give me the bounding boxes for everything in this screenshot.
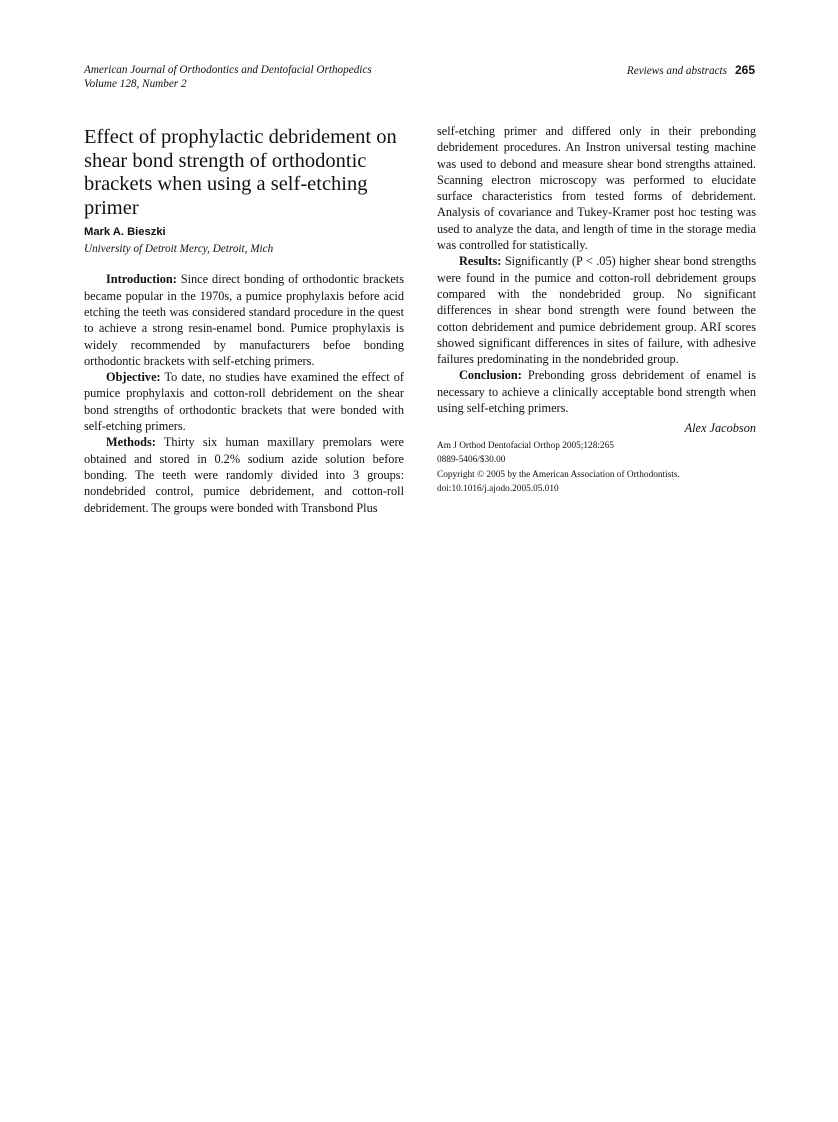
volume-number: Volume 128, Number 2 <box>84 78 187 90</box>
running-header-left <box>84 63 372 91</box>
price-code: 0889-5406/$30.00 <box>437 455 506 466</box>
citation: Am J Orthod Dentofacial Orthop 2005;128:265 <box>437 440 614 451</box>
introduction-paragraph: Introduction: Since direct bonding of orthodontic brackets became popular in the 1970s, a pumice prophylaxis before acid etching the teeth was considered standard procedure in the quest to achieve a strong resin-enamel bond. Pumice prophylaxis is widely recommended by manufacturers befoe bonding orthodontic brackets with self-etching primers. <box>84 272 404 368</box>
affiliation: University of Detroit Mercy, Detroit, Mich <box>84 243 274 256</box>
running-header-right <box>627 63 755 78</box>
methods-continued: self-etching primer and differed only in their prebonding debridement procedures. An Instron universal testing machine was used to debond and measure shear bond strengths attained. Scanning electron microscopy was performed to elucidate surface characteristics from tested forms of debridement. Analysis of covariance and Tukey-Kramer post hoc testing was used to analyze the data, and length of time in the storage media was controlled for statistically. <box>437 124 756 253</box>
abstract-left <box>84 271 404 515</box>
page-number: 265 <box>734 63 755 77</box>
left-column <box>84 126 404 516</box>
methods-paragraph: Methods: Thirty six human maxillary premolars were obtained and stored in 0.2% sodium azide solution before bonding. The teeth were randomly divided into 3 groups: nondebrided control, pumice debridement, and cotton-roll debridement. The groups were bonded with Transbond Plus <box>84 435 404 515</box>
citation-block <box>437 439 756 497</box>
journal-name: American Journal of Orthodontics and Dentofacial Orthopedics <box>84 64 372 76</box>
results-paragraph: Results: Significantly (P < .05) higher shear bond strengths were found in the pumice and cotton-roll debridement groups compared with the nondebrided group. No significant differences in shear bond strength were found between the cotton debridement and pumice debridement group. ARI scores showed significant differences in sites of failure, with adhesive failures predominating in the nondebrided group. <box>437 254 756 367</box>
copyright: Copyright © 2005 by the American Association of Orthodontists. <box>437 469 680 480</box>
article-title: Effect of prophylactic debridement on shear bond strength of orthodontic brackets when using a self-etching primer <box>84 126 397 219</box>
right-column <box>437 123 756 497</box>
author: Mark A. Bieszki <box>84 226 166 239</box>
doi: doi:10.1016/j.ajodo.2005.05.010 <box>437 484 559 495</box>
reviewer-signature: Alex Jacobson <box>684 421 756 436</box>
section-name: Reviews and abstracts <box>626 65 727 77</box>
conclusion-paragraph: Conclusion: Prebonding gross debridement of enamel is necessary to achieve a clinically acceptable bond strength when using self-etching primers. <box>437 368 756 416</box>
objective-paragraph: Objective: To date, no studies have examined the effect of pumice prophylaxis and cotton-roll debridement on the shear bond strengths of orthodontic brackets that were bonded with self-etching primers. <box>84 370 404 434</box>
